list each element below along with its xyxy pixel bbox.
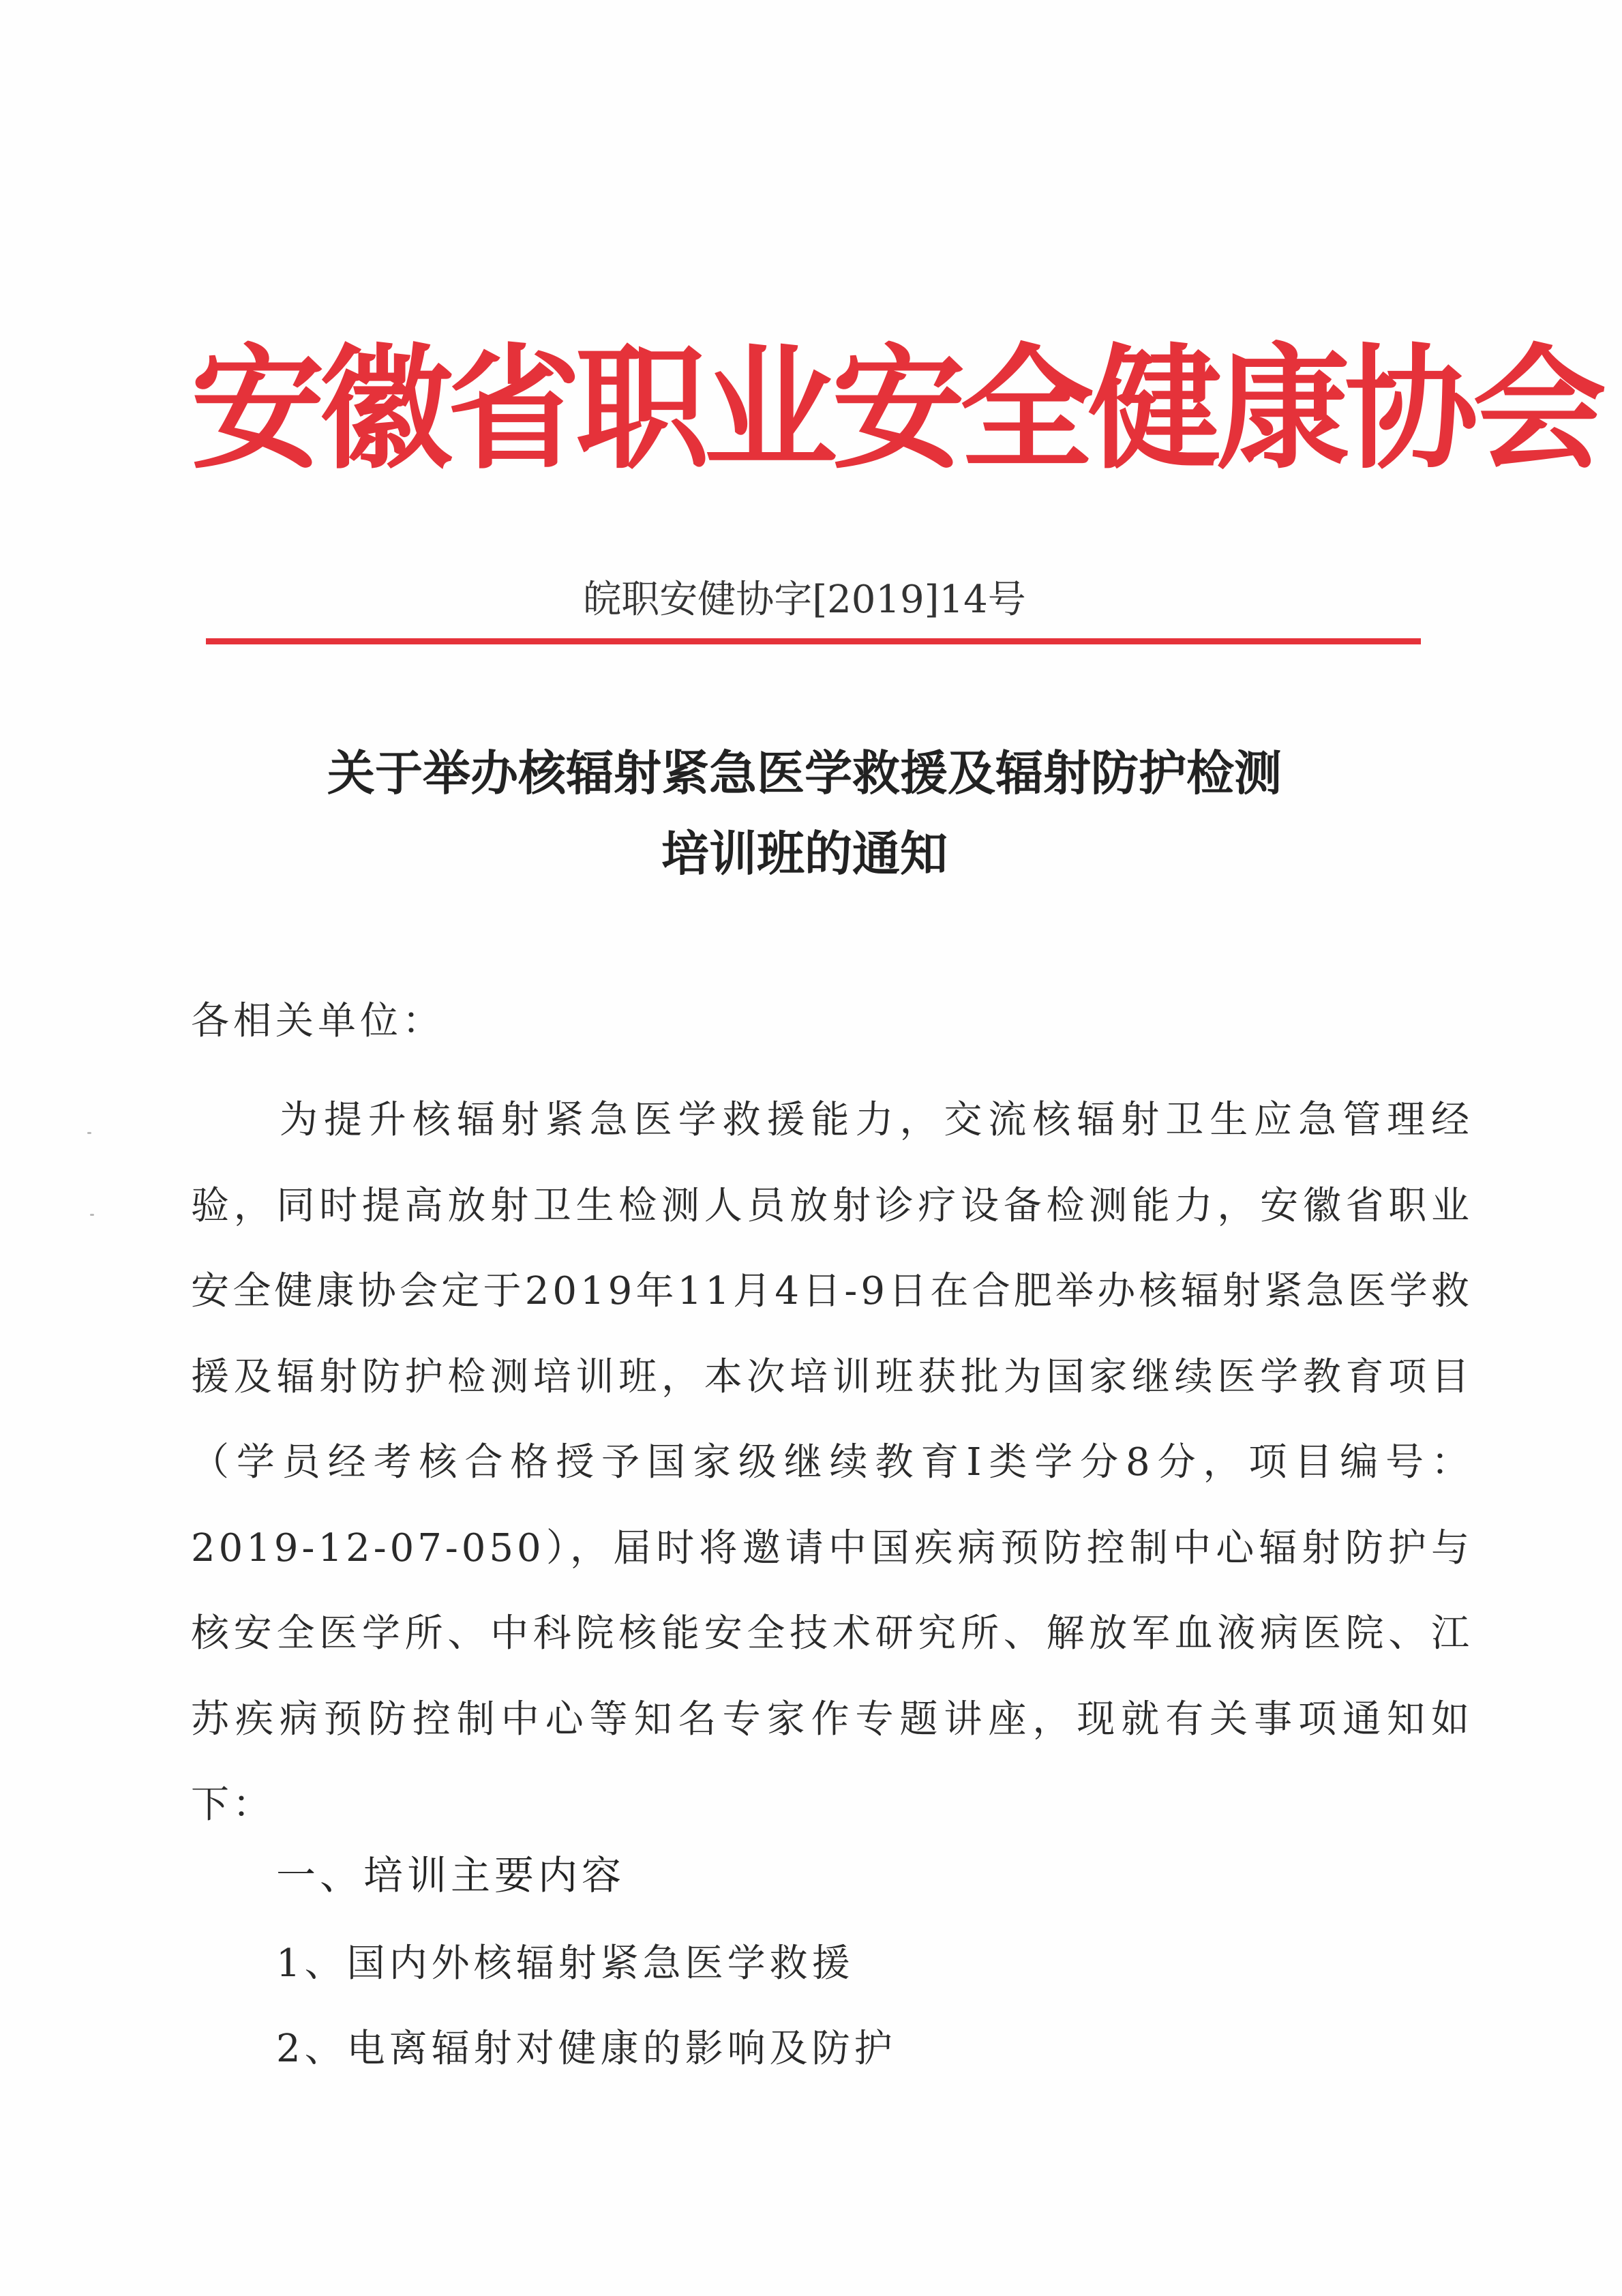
document-number: 皖职安健协字[2019]14号 <box>583 578 1026 622</box>
document-title <box>191 733 1418 894</box>
list-item: 2、电离辐射对健康的影响及防护 <box>276 2027 897 2071</box>
scan-artifact <box>87 1132 91 1134</box>
organization-header: 安徽省职业安全健康协会 <box>191 331 1602 488</box>
title-line-2: 培训班的通知 <box>661 826 948 882</box>
body-paragraph: 为提升核辐射紧急医学救援能力，交流核辐射卫生应急管理经验，同时提高放射卫生检测人员放射诊疗设备检测能力，安徽省职业安全健康协会定于2019年11月4日-9日在合肥举办核辐射紧急医学救援及辐射防护检测培训班，本次培训班获批为国家继续医学教育项目（学员经考核合格授予国家级继续教育I类学分8分，项目编号：2019-12-07-050），届时将邀请中国疾病预防控制中心辐射防护与核安全医学所、中科院核能安全技术研究所、解放军血液病医院、江苏疾病预防控制中心等知名专家作专题讲座，现就有关事项通知如下： <box>191 1098 1473 1827</box>
header-divider <box>206 638 1421 644</box>
list-item: 1、国内外核辐射紧急医学救援 <box>276 1941 854 1986</box>
section-heading: 一、培训主要内容 <box>276 1852 626 1898</box>
scan-artifact <box>90 1214 94 1216</box>
salutation: 各相关单位： <box>191 999 445 1043</box>
title-line-1: 关于举办核辐射紧急医学救援及辐射防护检测 <box>327 745 1282 801</box>
